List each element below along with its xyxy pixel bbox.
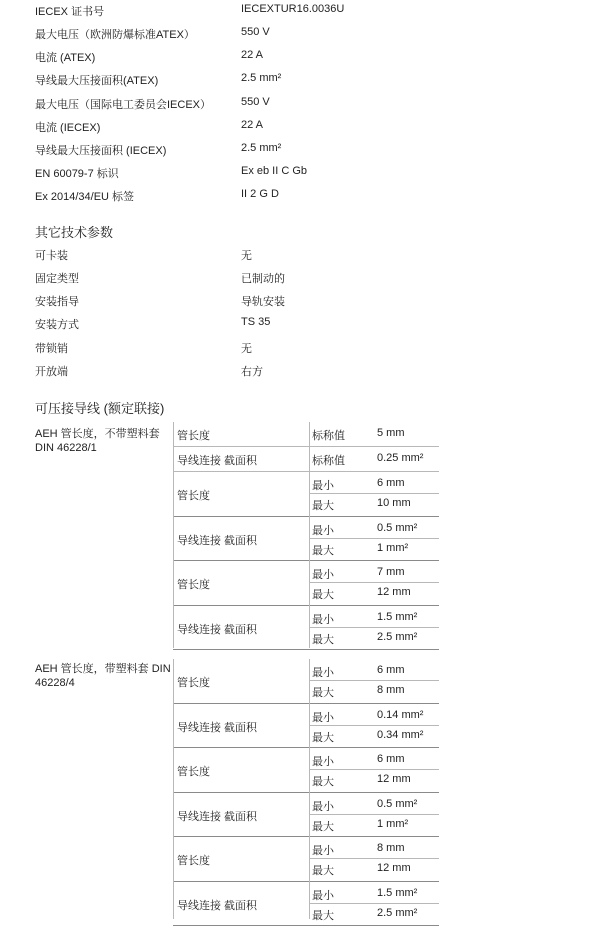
- qualifier-label: 标称值: [312, 430, 345, 442]
- qualifier-label: 最小: [312, 480, 334, 492]
- row-divider: [173, 471, 439, 472]
- qualifier-label: 最大: [312, 500, 334, 512]
- other-label: 开放端: [35, 366, 68, 378]
- spec-label: 电流 (ATEX): [35, 52, 96, 64]
- param-label: 导线连接 截面积: [177, 721, 258, 734]
- value-cell: 1.5 mm²: [377, 610, 418, 623]
- spec-label: 最大电压（国际电工委员会IECEX）: [35, 99, 212, 111]
- other-value: 无: [241, 343, 252, 355]
- param-label: 管长度: [177, 677, 210, 689]
- value-cell: 8 mm: [377, 684, 405, 696]
- spec-value: IECEXTUR16.0036U: [241, 3, 345, 15]
- param-label: 管长度: [177, 579, 210, 591]
- qualifier-label: 最大: [312, 731, 334, 744]
- value-cell: 6 mm: [377, 477, 405, 489]
- other-value: 已制动的: [241, 273, 285, 285]
- spec-value: 22 A: [241, 49, 264, 61]
- other-label: 安装方式: [35, 319, 79, 331]
- column-divider: [309, 659, 310, 919]
- qualifier-label: 标称值: [312, 455, 345, 467]
- param-label: 导线连接 截面积: [177, 623, 258, 636]
- param-label: 导线连接 截面积: [177, 810, 258, 823]
- value-cell: 12 mm: [377, 862, 411, 874]
- group-title-1: AEH 管长度，不带塑料套: [35, 428, 160, 440]
- value-cell: 0.5 mm²: [377, 797, 418, 810]
- value-cell: 0.34 mm²: [377, 728, 424, 741]
- other-value: 无: [241, 250, 252, 262]
- inner-divider: [310, 538, 439, 539]
- param-label: 管长度: [177, 430, 210, 442]
- qualifier-label: 最小: [312, 613, 334, 626]
- value-cell: 2.5 mm²: [377, 630, 418, 643]
- param-label: 管长度: [177, 766, 210, 778]
- qualifier-label: 最大: [312, 633, 334, 646]
- row-divider: [173, 605, 439, 606]
- param-label: 管长度: [177, 855, 210, 867]
- spec-value: 22 A: [241, 119, 264, 131]
- qualifier-label: 最小: [312, 800, 334, 813]
- row-divider: [173, 516, 439, 517]
- spec-label: EN 60079-7 标识: [35, 168, 119, 180]
- spec-value: 550 V: [241, 96, 270, 108]
- qualifier-label: 最大: [312, 687, 334, 699]
- spec-value: Ex eb II C Gb: [241, 165, 308, 177]
- group-title-2: AEH 管长度，带塑料套 DIN: [35, 663, 171, 675]
- qualifier-label: 最大: [312, 865, 334, 877]
- row-divider: [173, 649, 439, 650]
- row-divider: [173, 881, 439, 882]
- qualifier-label: 最小: [312, 569, 334, 581]
- inner-divider: [310, 769, 439, 770]
- spec-value: II 2 G D: [241, 188, 279, 200]
- inner-divider: [310, 493, 439, 494]
- spec-value: 550 V: [241, 26, 270, 38]
- other-value: TS 35: [241, 316, 271, 328]
- value-cell: 6 mm: [377, 664, 405, 676]
- spec-label: 导线最大压接面积 (IECEX): [35, 145, 167, 157]
- inner-divider: [310, 903, 439, 904]
- value-cell: 8 mm: [377, 842, 405, 854]
- value-cell: 0.25 mm²: [377, 452, 424, 464]
- value-cell: 0.14 mm²: [377, 708, 424, 721]
- qualifier-label: 最大: [312, 909, 334, 922]
- qualifier-label: 最小: [312, 845, 334, 857]
- row-divider: [173, 792, 439, 793]
- param-label: 管长度: [177, 490, 210, 502]
- spec-label: IECEX 证书号: [35, 6, 105, 18]
- other-label: 可卡装: [35, 250, 68, 262]
- param-label: 导线连接 截面积: [177, 534, 258, 547]
- spec-value: 2.5 mm²: [241, 72, 282, 84]
- value-cell: 1 mm²: [377, 817, 409, 830]
- column-divider: [173, 422, 174, 648]
- value-cell: 7 mm: [377, 566, 405, 578]
- inner-divider: [310, 680, 439, 681]
- other-label: 安装指导: [35, 296, 79, 308]
- value-cell: 1.5 mm²: [377, 886, 418, 899]
- value-cell: 6 mm: [377, 753, 405, 765]
- spec-label: 电流 (IECEX): [35, 122, 101, 134]
- other-value: 右方: [241, 366, 263, 378]
- value-cell: 12 mm: [377, 586, 411, 598]
- row-divider: [173, 836, 439, 837]
- section-title-crimp: 可压接导线 (额定联接): [35, 401, 165, 416]
- value-cell: 2.5 mm²: [377, 906, 418, 919]
- value-cell: 1 mm²: [377, 541, 409, 554]
- value-cell: 12 mm: [377, 773, 411, 785]
- spec-label: 最大电压（欧洲防爆标准ATEX）: [35, 29, 195, 41]
- inner-divider: [310, 858, 439, 859]
- qualifier-label: 最大: [312, 589, 334, 601]
- qualifier-label: 最大: [312, 776, 334, 788]
- inner-divider: [310, 582, 439, 583]
- value-cell: 10 mm: [377, 497, 411, 509]
- other-label: 带锁销: [35, 343, 68, 355]
- row-divider: [173, 747, 439, 748]
- column-divider: [173, 659, 174, 919]
- spec-label: 导线最大压接面积(ATEX): [35, 75, 159, 87]
- group-title-1-line2: DIN 46228/1: [35, 442, 97, 454]
- param-label: 导线连接 截面积: [177, 455, 258, 467]
- param-label: 导线连接 截面积: [177, 899, 258, 912]
- qualifier-label: 最小: [312, 524, 334, 537]
- row-divider: [173, 703, 439, 704]
- qualifier-label: 最大: [312, 820, 334, 833]
- group-title-2-line2: 46228/4: [35, 677, 75, 689]
- spec-label: Ex 2014/34/EU 标签: [35, 191, 135, 203]
- spec-value: 2.5 mm²: [241, 142, 282, 154]
- qualifier-label: 最小: [312, 889, 334, 902]
- value-cell: 5 mm: [377, 427, 405, 439]
- column-divider: [309, 422, 310, 648]
- qualifier-label: 最大: [312, 544, 334, 557]
- other-label: 固定类型: [35, 273, 79, 285]
- inner-divider: [310, 725, 439, 726]
- row-divider: [173, 446, 439, 447]
- row-divider: [173, 560, 439, 561]
- qualifier-label: 最小: [312, 667, 334, 679]
- qualifier-label: 最小: [312, 756, 334, 768]
- value-cell: 0.5 mm²: [377, 521, 418, 534]
- section-title-other: 其它技术参数: [35, 225, 114, 240]
- other-value: 导轨安装: [241, 296, 285, 308]
- inner-divider: [310, 814, 439, 815]
- inner-divider: [310, 627, 439, 628]
- qualifier-label: 最小: [312, 711, 334, 724]
